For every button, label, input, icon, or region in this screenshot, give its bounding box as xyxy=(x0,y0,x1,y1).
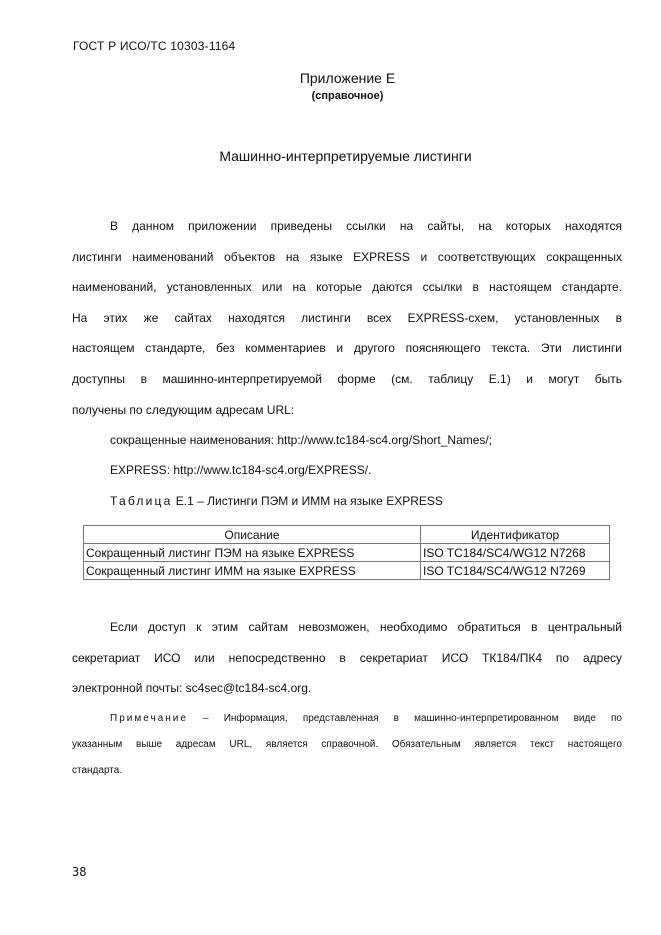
table-cell-description: Сокращенный листинг ПЭМ на языке EXPRESS xyxy=(84,544,421,562)
table-header-description: Описание xyxy=(84,526,421,544)
document-header: ГОСТ Р ИСО/ТС 10303-1164 xyxy=(73,39,236,53)
access-paragraph xyxy=(72,612,622,704)
appendix-title: Приложение Е xyxy=(299,70,396,86)
table-row xyxy=(84,544,610,562)
paragraph-line: листинги наименований объектов на языке EXPRESS и соответствующих сокращенных xyxy=(72,249,622,264)
table-cell-identifier: ISO TC184/SC4/WG12 N7268 xyxy=(421,544,610,562)
paragraph-line: В данном приложении приведены ссылки на сайты, на которых находятся xyxy=(110,219,622,233)
paragraph-line: Если доступ к этим сайтам невозможен, необходимо обратиться в центральный xyxy=(110,620,622,634)
note-block xyxy=(72,706,622,784)
page-number: 38 xyxy=(72,865,87,879)
table-caption xyxy=(110,494,443,508)
listings-table xyxy=(83,525,610,580)
paragraph-line: наименований, установленных или на которые даются ссылки в настоящем стандарте. xyxy=(72,280,622,295)
note-line: стандарта. xyxy=(72,765,123,776)
paragraph-line: доступны в машинно-интерпретируемой форме (см. таблицу Е.1) и могут быть xyxy=(72,371,622,386)
note-dash: – xyxy=(203,713,209,724)
table-caption-text: Е.1 – Листинги ПЭМ и ИММ на языке EXPRESS xyxy=(175,494,443,508)
table-caption-label: Таблица xyxy=(110,494,173,508)
paragraph-line: На этих же сайтах находятся листинги всех EXPRESS-схем, установленных в xyxy=(72,310,622,325)
url-short-names: сокращенные наименования: http://www.tc184-sc4.org/Short_Names/; xyxy=(110,433,493,447)
table-cell-description: Сокращенный листинг ИММ на языке EXPRESS xyxy=(84,562,421,580)
paragraph-line: получены по следующим адресам URL: xyxy=(72,402,295,417)
table-cell-identifier: ISO TC184/SC4/WG12 N7269 xyxy=(421,562,610,580)
url-express: EXPRESS: http://www.tc184-sc4.org/EXPRESS/. xyxy=(110,463,372,477)
note-line xyxy=(72,706,622,732)
paragraph-line: электронной почты: sc4sec@tc184-sc4.org. xyxy=(72,681,312,696)
paragraph-line: настоящем стандарте, без комментариев и другого поясняющего текста. Эти листинги xyxy=(72,341,622,356)
intro-paragraph xyxy=(72,211,622,425)
note-text: Информация, представленная в машинно-интерпретированном виде по xyxy=(223,713,622,724)
section-title: Машинно-интерпретируемые листинги xyxy=(219,148,472,164)
note-line: указанным выше адресам URL, является справочной. Обязательным является текст настоящего xyxy=(72,739,622,750)
paragraph-line: секретариат ИСО или непосредственно в секретариат ИСО ТК184/ПК4 по адресу xyxy=(72,650,622,665)
table-header-row xyxy=(84,526,610,544)
appendix-subtitle: (справочное) xyxy=(311,90,384,102)
table-row xyxy=(84,562,610,580)
table-header-identifier: Идентификатор xyxy=(421,526,610,544)
note-label: Примечание xyxy=(110,713,188,724)
